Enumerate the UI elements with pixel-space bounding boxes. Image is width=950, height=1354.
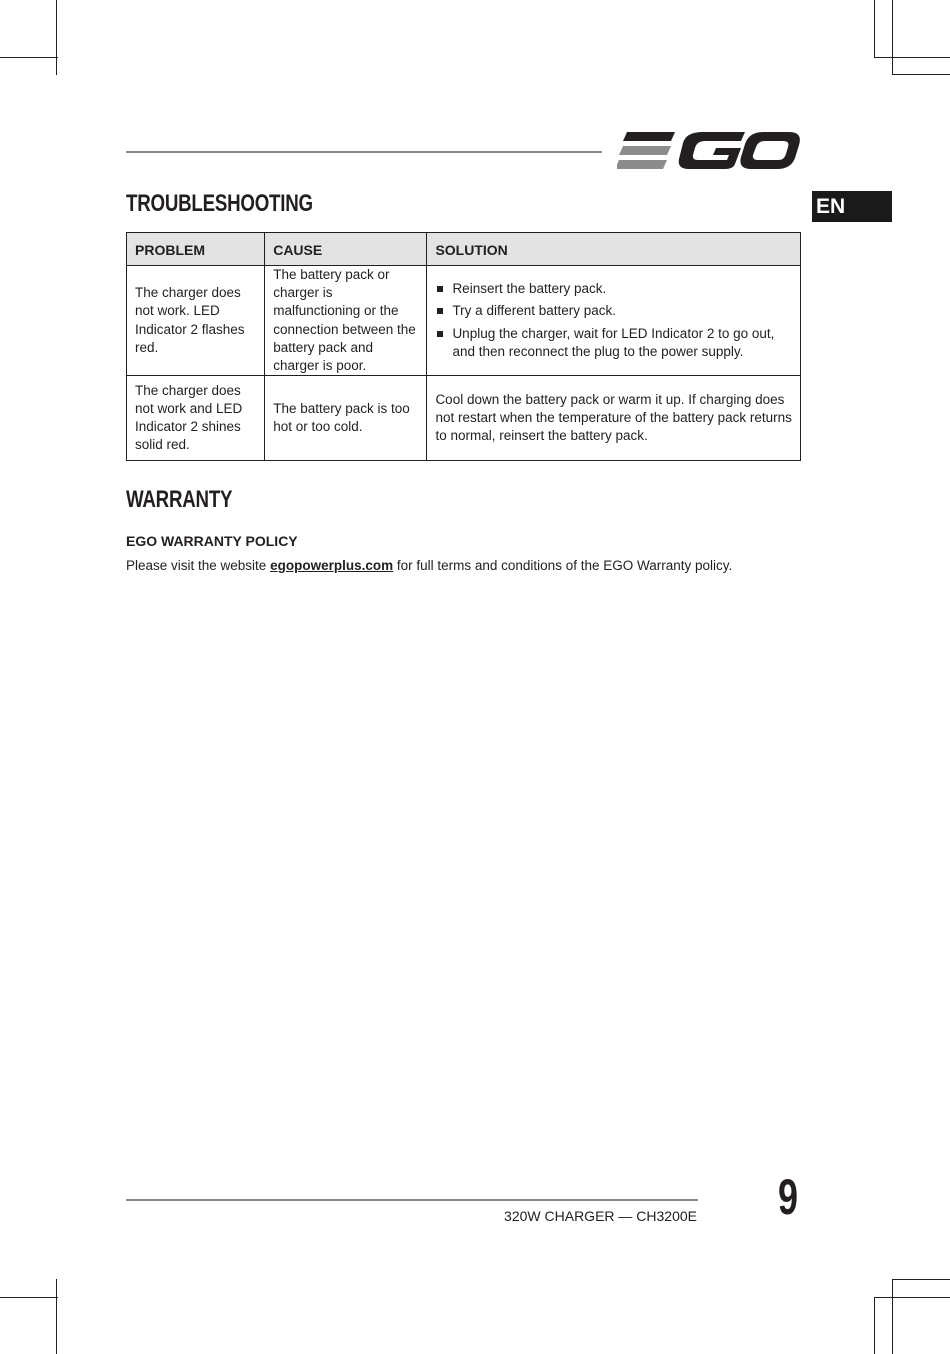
list-item: Unplug the charger, wait for LED Indicator 2 to go out, and then reconnect the plug to the power supply. (435, 325, 792, 361)
column-header-cause: CAUSE (265, 233, 427, 266)
list-item: Reinsert the battery pack. (435, 280, 792, 298)
warranty-text-after: for full terms and conditions of the EGO Warranty policy. (393, 558, 733, 573)
solution-cell (427, 266, 801, 376)
warranty-text (126, 558, 732, 573)
warranty-title: WARRANTY (126, 486, 233, 513)
list-item: Try a different battery pack. (435, 302, 792, 320)
crop-mark (56, 1279, 57, 1354)
footer-product-name: 320W CHARGER — CH3200E (504, 1208, 697, 1224)
column-header-problem: PROBLEM (127, 233, 265, 266)
page-number: 9 (778, 1169, 799, 1225)
crop-mark (0, 57, 58, 58)
crop-mark (56, 0, 57, 75)
crop-mark (874, 1297, 950, 1298)
crop-mark (892, 1279, 950, 1280)
crop-mark (892, 74, 950, 75)
crop-mark (0, 1297, 58, 1298)
crop-mark (874, 57, 950, 58)
problem-cell: The charger does not work. LED Indicator 2 flashes red. (127, 266, 265, 376)
solution-cell: Cool down the battery pack or warm it up. If charging does not restart when the temperature of the battery pack returns to normal, reinsert the battery pack. (427, 376, 801, 461)
table-header-row (127, 233, 801, 266)
troubleshooting-table (126, 232, 801, 461)
crop-mark (892, 1279, 893, 1354)
footer-rule (126, 1199, 698, 1201)
language-tab: EN (812, 191, 892, 222)
table-row (127, 376, 801, 461)
cause-cell: The battery pack is too hot or too cold. (265, 376, 427, 461)
table-row (127, 266, 801, 376)
column-header-solution: SOLUTION (427, 233, 801, 266)
crop-mark (892, 0, 893, 75)
cause-cell: The battery pack or charger is malfunctioning or the connection between the battery pack and charger is poor. (265, 266, 427, 376)
crop-mark (874, 0, 875, 58)
header-rule (126, 151, 602, 153)
problem-cell: The charger does not work and LED Indicator 2 shines solid red. (127, 376, 265, 461)
troubleshooting-title: TROUBLESHOOTING (126, 190, 313, 217)
warranty-policy-heading: EGO WARRANTY POLICY (126, 533, 298, 549)
warranty-text-before: Please visit the website (126, 558, 271, 573)
solution-list (435, 280, 792, 361)
ego-logo (617, 128, 801, 174)
warranty-link[interactable]: egopowerplus.com (270, 558, 394, 573)
crop-mark (874, 1297, 875, 1354)
